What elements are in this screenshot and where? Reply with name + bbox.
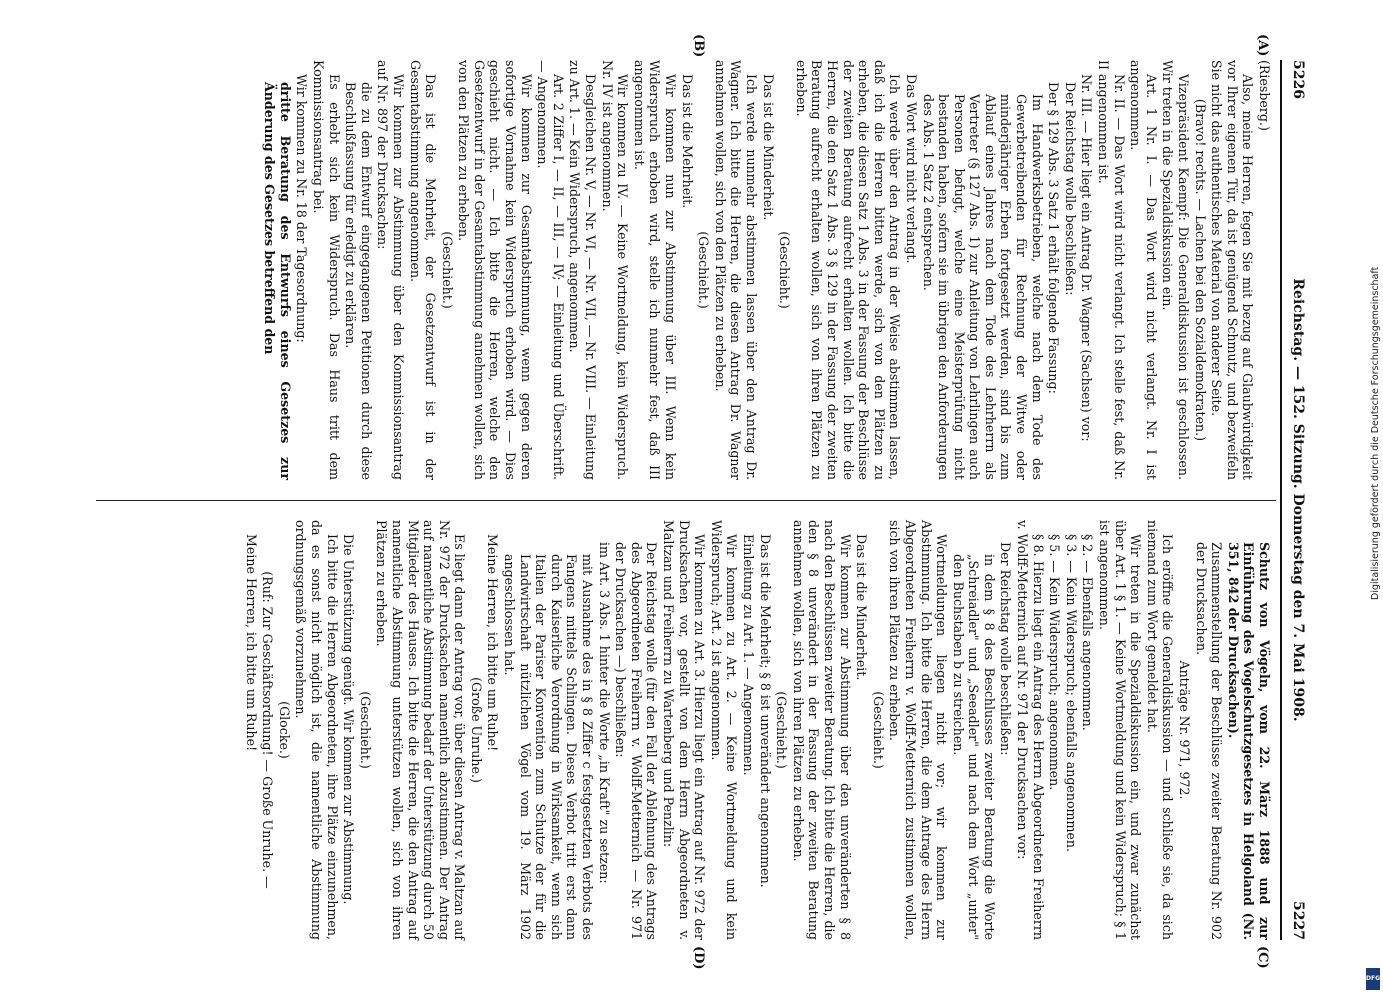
paragraph: Wortmeldungen liegen nicht vor; wir kommen zur Abstimmung. Ich bitte die Herren, die dem Antrage des Herrn Abgeordneten Freiherrn v. Wolff-Metternich zustimmen wollen, sich von ihren Plätzen zu erheben. [887, 520, 950, 940]
paragraph: Ich bitte die Herren Abgeordneten, ihre Plätze einzunehmen, da es sonst nicht möglich ist, die namentliche Abstimmung ordnungsgemäß vorzunehmen. [293, 520, 340, 940]
paragraph: Wir kommen zu IV. — Keine Wortmeldung, kein Widerspruch. Nr. IV ist angenommen. [599, 60, 631, 480]
margin-marker-a: (A) [1255, 34, 1270, 57]
paragraph: Das ist die Minderheit. [760, 74, 776, 221]
paragraph: § 5. — Kein Widerspruch; angenommen. [1047, 534, 1063, 791]
paragraph: Nr. III. — Hier liegt ein Antrag Dr. Wagner (Sachsen) vor: [1079, 74, 1095, 442]
paragraph: Das ist die Mehrheit, der Gesetzentwurf ist in der Gesamtabstimmung angenommen. [407, 60, 439, 480]
paragraph: Wir kommen zu Nr. 18 der Tagesordnung: [294, 74, 310, 343]
left-column [261, 60, 1272, 480]
document-page [56, 34, 1306, 970]
interjection: (Glocke.) [276, 701, 292, 759]
paragraph: Ich werde über den Antrag in der Weise abstimmen lassen, daß ich die Herren bitten werde, sich von den Plätzen zu erheben, die diesen Satz 1 Abs. 3 in der Fassung der Beschlüsse der zweiten Beratung aufrecht erhalten wollen. Ich bitte die Herren, die den Satz 1 Abs. 3 § 129 in der Fassung der zweiten Beratung aufrecht erhalten wollen, sich von ihren Plätzen zu erheben. [793, 60, 903, 480]
paragraph: Es erhebt sich kein Widerspruch. Das Haus tritt dem Kommissionsantrag bei. [310, 60, 342, 480]
paragraph: Vizepräsident Kaempf: Die Generaldiskussion ist geschlossen. Wir treten in die Spezialdiskussion ein. [1160, 60, 1192, 480]
agenda-detail: Zusammenstellung der Beschlüsse zweiter Beratung Nr. 902 der Drucksachen. [1193, 542, 1225, 940]
paragraph: Wir kommen zur Abstimmung über den Kommissionsantrag auf Nr. 897 der Drucksachen: [375, 60, 406, 480]
interjection: (Geschieht.) [774, 691, 790, 769]
agenda-detail: Anträge Nr. 971, 972. [1177, 660, 1193, 800]
paragraph: Wir treten in die Spezialdiskussion ein, und zwar zunächst über Art. 1 § 1. — Keine Wortmeldung und kein Widerspruch; § 1 ist angenommen. [1097, 520, 1144, 940]
paragraph: Wir kommen zu Art. 3. Hierzu liegt ein Antrag auf Nr. 972 der Drucksachen vor, gestellt von dem Herrn Abgeordneten v. Maltzan und Freiherrn zu Wartenberg und Penzlin: [661, 520, 708, 940]
interjection: (Geschieht.) [870, 691, 886, 769]
speaker-name: (Riesberg.) [1257, 60, 1272, 131]
paragraph: Ich eröffne die Generaldiskussion — und schließe sie, da sich niemand zum Wort gemeldet hat. [1144, 520, 1176, 940]
paragraph: Also, meine Herren, fegen Sie mit bezug auf Glaubwürdigkeit vor Ihrer eigenen Tür, da ist genügend Schmutz, und bezweifeln Sie nicht das authentisches Material von anderer Seite. [1209, 60, 1256, 480]
paragraph: Art. 2 Ziffer I, — II, — III, — IV; — Einleitung und Überschrift. — Angenommen. [535, 60, 566, 480]
interjection: (Ruf: Zur Geschäftsordnung! — Große Unruhe. — [260, 571, 276, 889]
margin-marker-b: (B) [691, 34, 706, 58]
paragraph: Wir kommen zur Gesamtabstimmung, wenn gegen deren sofortige Vornahme kein Widerspruch erhoben wird. — Dies geschieht nicht. — Ich bitte die Herren, welche den Gesetzentwurf in der Gesamtabstimmung annehmen wollen, sich von den Plätzen zu erheben. [456, 60, 534, 480]
paragraph: Wir kommen nun zur Abstimmung über III. Wenn kein Widerspruch erhoben wird, stelle ich nunmehr fest, daß III angenommen ist. [631, 60, 679, 480]
paragraph: § 2. — Ebenfalls angenommen. [1080, 534, 1096, 731]
paragraph: Meine Herren, ich bitte um Ruhe! [485, 534, 501, 752]
digitization-credit: Digitalisierung gefördert durch die Deutsche Forschungsgemeinschaft [1370, 266, 1381, 600]
motion-text: Der § 129 Abs. 3 Satz 1 erhält folgende Fassung: [1046, 82, 1062, 394]
paragraph: § 3. — Kein Widerspruch; ebenfalls angenommen. [1063, 534, 1079, 852]
motion-text: Der Reichstag wolle (für den Fall der Ablehnung des Antrags des Abgeordneten Freiherrn v. Wolff-Metternich — Nr. 971 der Drucksachen —) beschließen: [613, 542, 660, 940]
paragraph: Es liegt dann der Antrag vor, über diesen Antrag v. Maltzan auf Nr. 972 der Drucksachen namentlich abzustimmen. Der Antrag auf namentliche Abstimmung bedarf der Unterstützung durch 50 Mitglieder des Hauses. Ich bitte die Herren, die den Antrag auf namentliche Abstimmung unterstützen wollen, sich von ihren Plätzen zu erheben. [374, 520, 468, 940]
paragraph: Ich werde nunmehr abstimmen lassen über den Antrag Dr. Wagner. Ich bitte die Herren, die diesen Antrag Dr. Wagner annehmen wollen, sich von den Plätzen zu erheben. [712, 60, 759, 480]
motion-text: in dem § 8 des Beschlusses zweiter Beratung die Worte „Schreiadler" und „Seeadler" und nach dem Wort „unter" den Buchstaben b zu streichen. [950, 554, 997, 940]
margin-marker-d: (D) [691, 946, 706, 970]
paragraph: Wir kommen zur Abstimmung über den unveränderten § 8 nach den Beschlüssen zweiter Beratung. Ich bitte die Herren, die den § 8 unverändert in der Fassung der zweiten Beratung annehmen wollen, sich von ihren Plätzen zu erheben. [790, 520, 853, 940]
paragraph: Das ist die Mehrheit. [679, 74, 695, 209]
paragraph: Das ist die Minderheit. [854, 534, 870, 681]
page-number-right: 5227 [1290, 901, 1306, 940]
paragraph: Wir kommen zu Art. 2. — Keine Wortmeldung und kein Widerspruch; Art. 2 ist angenommen. [708, 520, 740, 940]
motion-text: mit Ausnahme des in § 8 Ziffer c festgesetzten Verbots des Fangens mittels Schlingen. Dieses Verbot tritt erst dann durch Kaiserliche Verordnung in Wirksamkeit, wenn sich Italien der Pariser Konvention zum Schutze der für die Landwirtschaft nützlichen Vögel vom 19. März 1902 angeschlossen hat. [502, 554, 596, 940]
paragraph: Das Wort wird nicht verlangt. [903, 74, 919, 264]
agenda-item-title: Schutz von Vögeln, vom 22. März 1888 und zur Einführung des Vogelschutzgesetzes in Helgoland (Nr. 351, 842 der Drucksachen). [1225, 542, 1272, 940]
page-number-left: 5226 [1290, 60, 1306, 99]
agenda-item-title: dritte Beratung des Entwurfs eines Gesetzes zur Änderung des Gesetzes betreffend den [262, 82, 293, 480]
paragraph: Einleitung zu Art. 1. — Angenommen. [741, 534, 756, 776]
column-divider [96, 500, 1276, 501]
paragraph: Art. 1 Nr. I. — Das Wort wird nicht verlangt. Nr. I ist angenommen. [1128, 60, 1159, 480]
interjection: (Geschieht.) [777, 231, 793, 309]
motion-text: Im Handwerksbetrieben, welche nach dem Tode des Gewerbetreibenden für Rechnung der Witwe oder minderjähriger Erben fortgesetzt werden, sind bis zum Ablauf eines Jahres nach dem Tode des Lehrherrn als Vertreter (§ 127 Abs. 1) zur Anleitung von Lehrlingen auch Personen befugt, welche eine Meisterprüfung nicht bestanden haben, sofern sie im übrigen den Anforderungen des Abs. 1 Satz 2 entsprechen. [920, 94, 1045, 480]
paragraph: Nr. II. — Das Wort wird nicht verlangt. Ich stelle fest, daß Nr. II angenommen ist. [1096, 60, 1127, 480]
interjection: (Große Unruhe.) [468, 677, 484, 783]
margin-marker-c: (C) [1255, 946, 1270, 969]
motion-text: Der Reichstag wolle beschließen: [998, 542, 1014, 756]
interjection: (Bravo! rechts. — Lachen bei den Sozialdemokraten.) [1192, 98, 1208, 442]
paragraph: Meine Herren, ich bitte um Ruhe! [243, 534, 259, 752]
interjection: (Geschieht.) [357, 691, 373, 769]
interjection: (Geschieht.) [439, 231, 455, 309]
running-header [1286, 60, 1306, 940]
right-column [242, 520, 1272, 940]
motion-text: Der Reichstag wolle beschließen: [1062, 82, 1078, 296]
header-title: Reichstag. — 152. Sitzung. Donnerstag den 7. Mai 1908. [1290, 278, 1306, 722]
paragraph: § 8. Hierzu liegt ein Antrag des Herrn Abgeordneten Freiherrn v. Wolff-Metternich auf Nr. 971 der Drucksachen vor: [1015, 520, 1046, 940]
header-rule [1280, 60, 1282, 940]
dfg-logo-icon: DFG [1366, 968, 1380, 990]
paragraph: Die Unterstützung genügt. Wir kommen zur Abstimmung. [341, 534, 357, 905]
paragraph: Desgleichen Nr. V, — Nr. VI, — Nr. VII, — Nr. VIII. — Einleitung zu Art. 1. — Kein Widerspruch, angenommen. [567, 60, 599, 480]
paragraph: Das ist die Mehrheit; § 8 ist unverändert angenommen. [757, 534, 773, 888]
motion-text: die zu dem Entwurf eingegangenen Petitionen durch diese Beschlußfassung für erledigt zu erklären. [343, 82, 374, 480]
motion-text: im Art. 3 Abs. 1 hinter die Worte „in Kraft" zu setzen: [596, 542, 612, 884]
interjection: (Geschieht.) [696, 231, 712, 309]
